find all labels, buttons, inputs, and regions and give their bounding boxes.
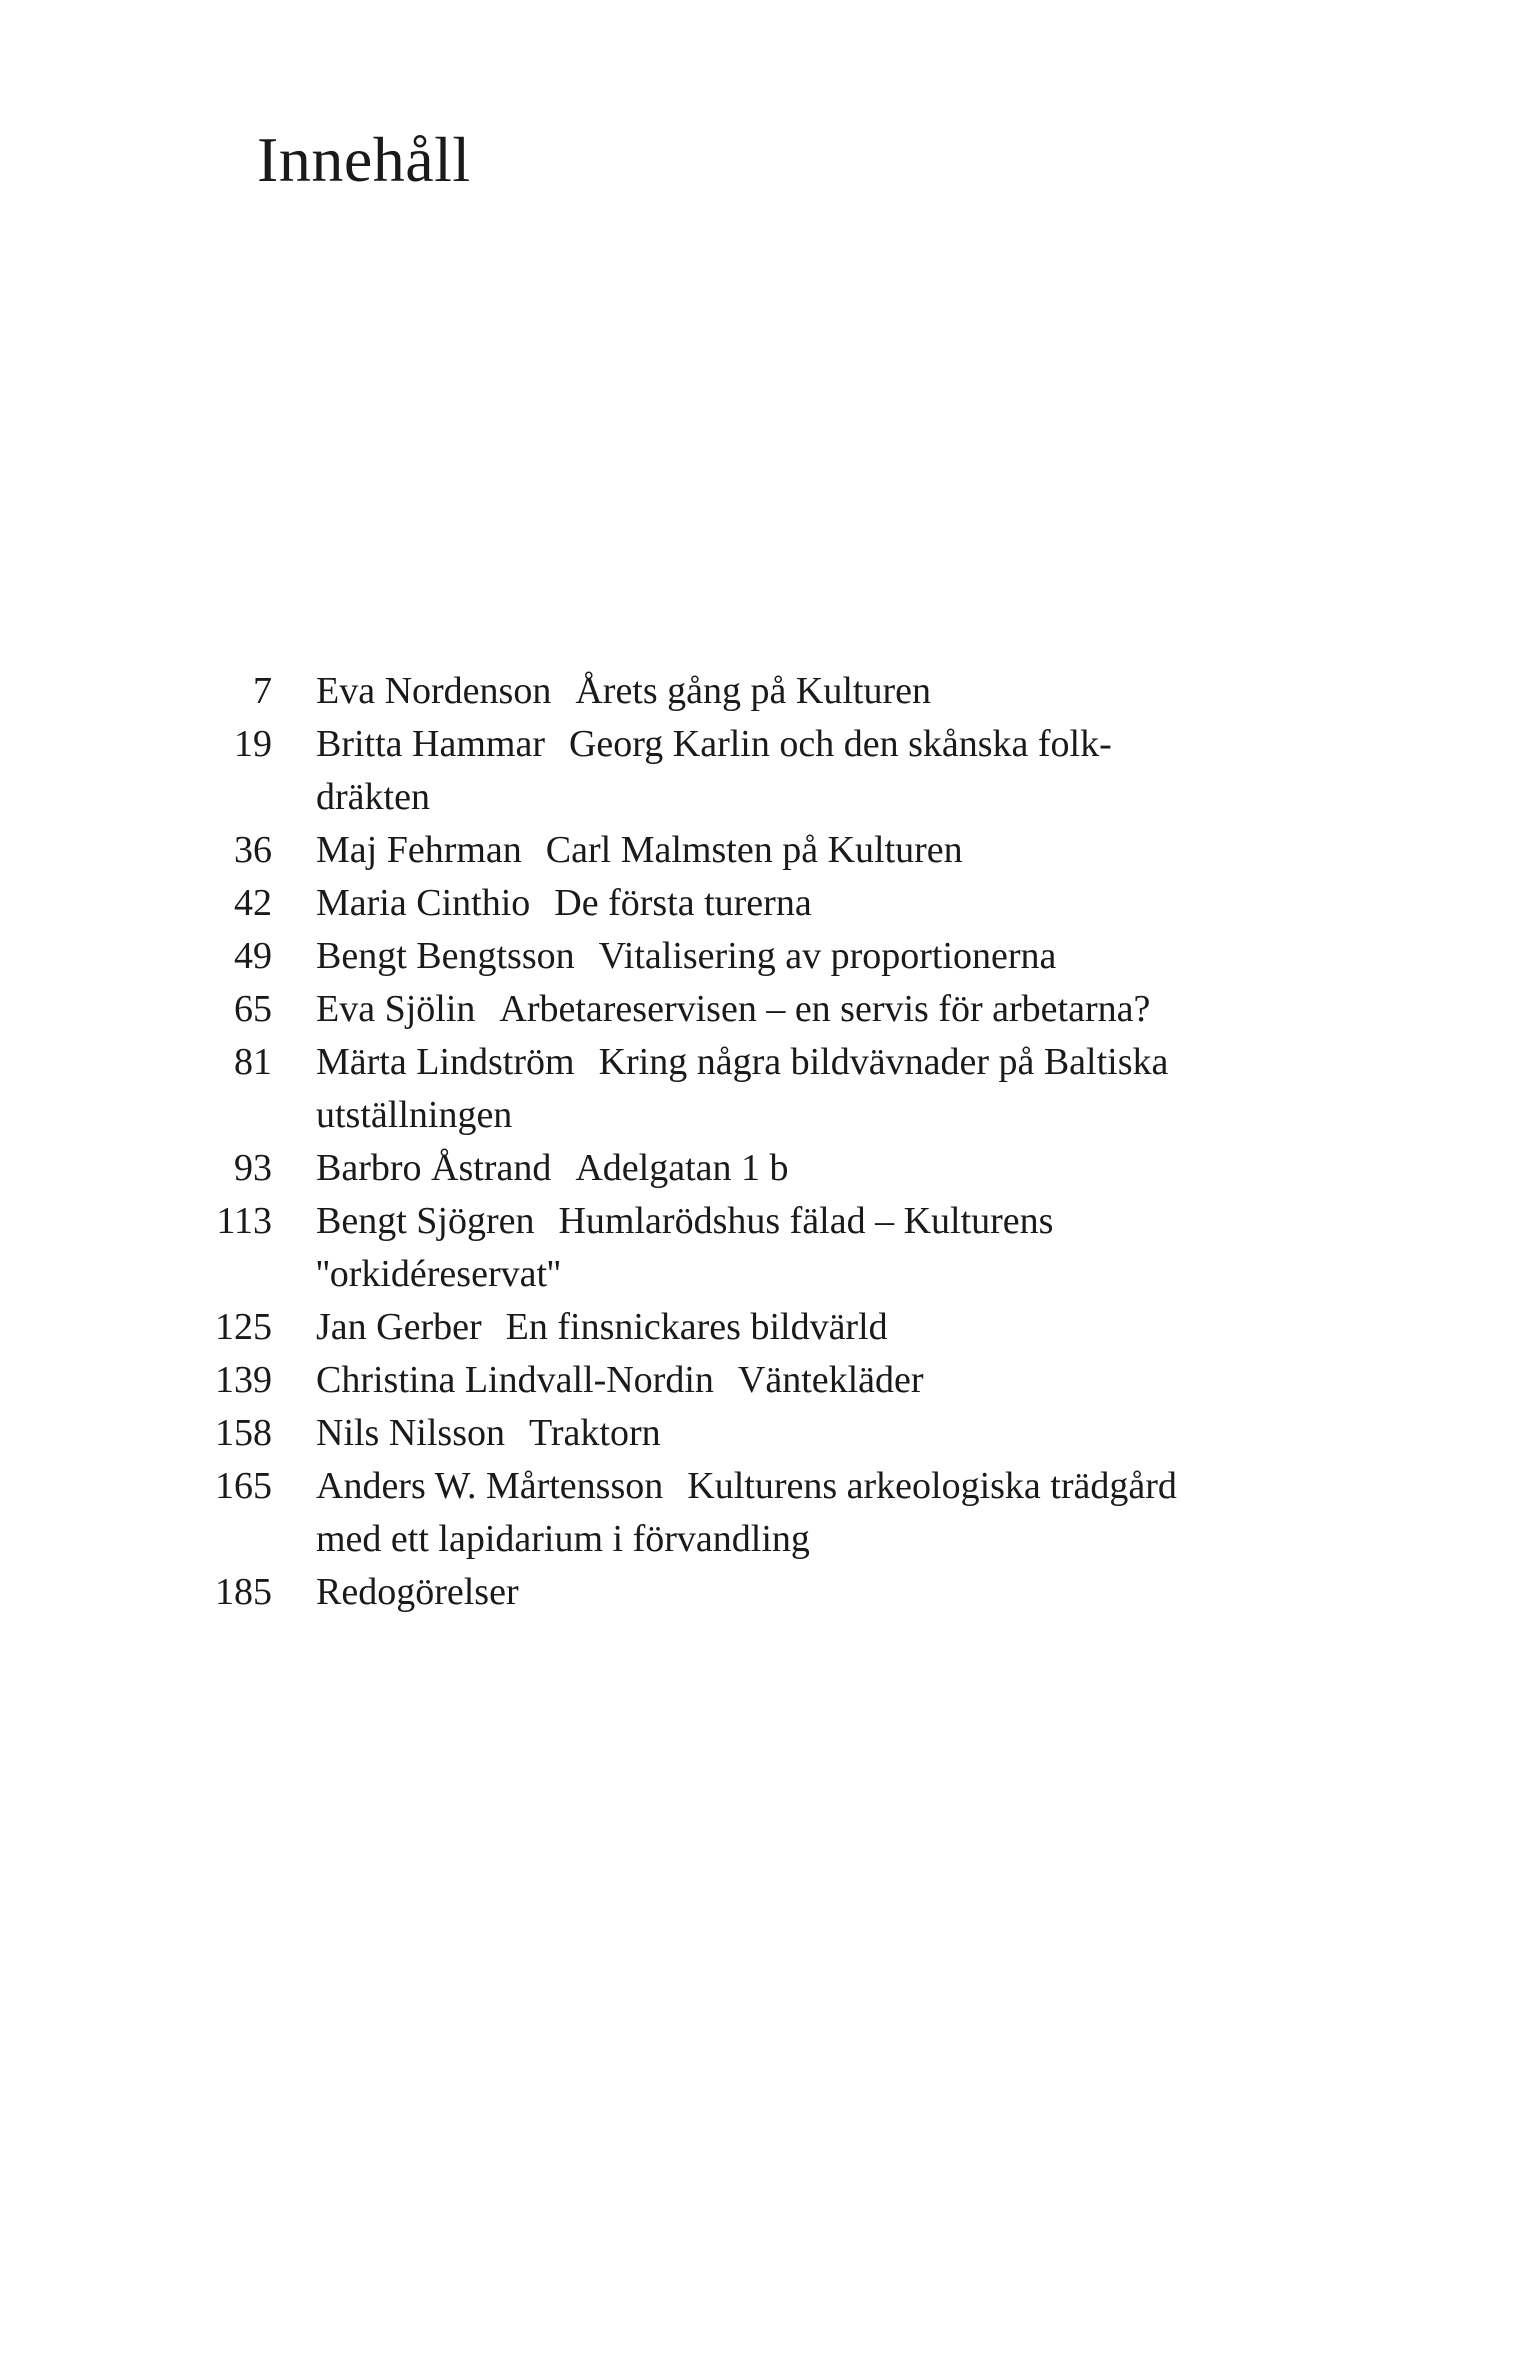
toc-author: Redogörelser — [316, 1571, 519, 1613]
toc-title: Adelgatan 1 b — [575, 1147, 789, 1189]
toc-page-number: 125 — [215, 1306, 272, 1348]
toc-entry — [0, 877, 1513, 930]
toc-entry-text — [316, 1566, 1456, 1619]
toc-author: Maj Fehrman — [316, 829, 522, 871]
toc-title: Traktorn — [528, 1412, 661, 1454]
toc-page-number: 7 — [253, 670, 272, 712]
page-title: Innehåll — [257, 124, 471, 195]
toc-page-number: 49 — [234, 935, 272, 977]
toc-entry-text — [316, 824, 1456, 877]
toc-author: Anders W. Mårtensson — [316, 1465, 664, 1507]
toc-page-number: 185 — [215, 1571, 272, 1613]
toc-page-number: 65 — [234, 988, 272, 1030]
toc-entry-text — [316, 665, 1456, 718]
toc-page-number: 42 — [234, 882, 272, 924]
toc-title: Kring några bildvävnader på Baltiska utställningen — [316, 1041, 1169, 1136]
toc-author: Bengt Bengtsson — [316, 935, 575, 977]
toc-entry — [0, 983, 1513, 1036]
toc-author: Nils Nilsson — [316, 1412, 505, 1454]
toc-author: Märta Lindström — [316, 1041, 575, 1083]
toc-page-number: 93 — [234, 1147, 272, 1189]
toc-title: Carl Malmsten på Kulturen — [545, 829, 963, 871]
table-of-contents — [0, 665, 1513, 1619]
toc-entry — [0, 1460, 1513, 1566]
toc-entry-text — [316, 1195, 1456, 1301]
toc-title: Humlarödshus fälad – Kulturens ''orkidéreservat'' — [316, 1200, 1054, 1295]
toc-page-number: 165 — [215, 1465, 272, 1507]
toc-entry-text — [316, 877, 1456, 930]
toc-entry — [0, 1407, 1513, 1460]
toc-entry — [0, 718, 1513, 824]
toc-entry-text — [316, 1460, 1456, 1566]
toc-entry-text — [316, 1036, 1456, 1142]
toc-entry — [0, 1354, 1513, 1407]
toc-page-number: 139 — [215, 1359, 272, 1401]
toc-entry-text — [316, 1142, 1456, 1195]
toc-entry-text — [316, 1301, 1456, 1354]
toc-entry — [0, 1036, 1513, 1142]
toc-page-number: 113 — [216, 1200, 272, 1242]
toc-page-number: 19 — [234, 723, 272, 765]
toc-title: Väntekläder — [737, 1359, 924, 1401]
toc-author: Jan Gerber — [316, 1306, 482, 1348]
toc-author: Eva Sjölin — [316, 988, 476, 1030]
toc-page-number: 81 — [234, 1041, 272, 1083]
toc-entry-text — [316, 983, 1456, 1036]
toc-entry — [0, 1301, 1513, 1354]
toc-author: Maria Cinthio — [316, 882, 531, 924]
toc-author: Bengt Sjögren — [316, 1200, 535, 1242]
toc-entry-text — [316, 1407, 1456, 1460]
toc-author: Barbro Åstrand — [316, 1147, 552, 1189]
toc-author: Christina Lindvall-Nordin — [316, 1359, 714, 1401]
toc-author: Britta Hammar — [316, 723, 545, 765]
toc-title: En finsnickares bildvärld — [505, 1306, 888, 1348]
toc-title: De första turerna — [554, 882, 812, 924]
toc-entry — [0, 1195, 1513, 1301]
toc-title: Årets gång på Kulturen — [575, 670, 931, 712]
toc-title: Kulturens arkeologiska trädgård med ett lapidarium i förvandling — [316, 1465, 1177, 1560]
toc-entry-text — [316, 930, 1456, 983]
toc-title: Arbetareservisen – en servis för arbetarna? — [499, 988, 1151, 1030]
toc-title: Vitalisering av proportionerna — [598, 935, 1057, 977]
toc-page-number: 36 — [234, 829, 272, 871]
toc-entry — [0, 1566, 1513, 1619]
toc-title: Georg Karlin och den skånska folk- dräkten — [316, 723, 1112, 818]
toc-entry — [0, 824, 1513, 877]
toc-entry — [0, 930, 1513, 983]
toc-entry-text — [316, 718, 1456, 824]
toc-author: Eva Nordenson — [316, 670, 552, 712]
toc-entry — [0, 1142, 1513, 1195]
toc-entry-text — [316, 1354, 1456, 1407]
toc-entry — [0, 665, 1513, 718]
toc-page-number: 158 — [215, 1412, 272, 1454]
